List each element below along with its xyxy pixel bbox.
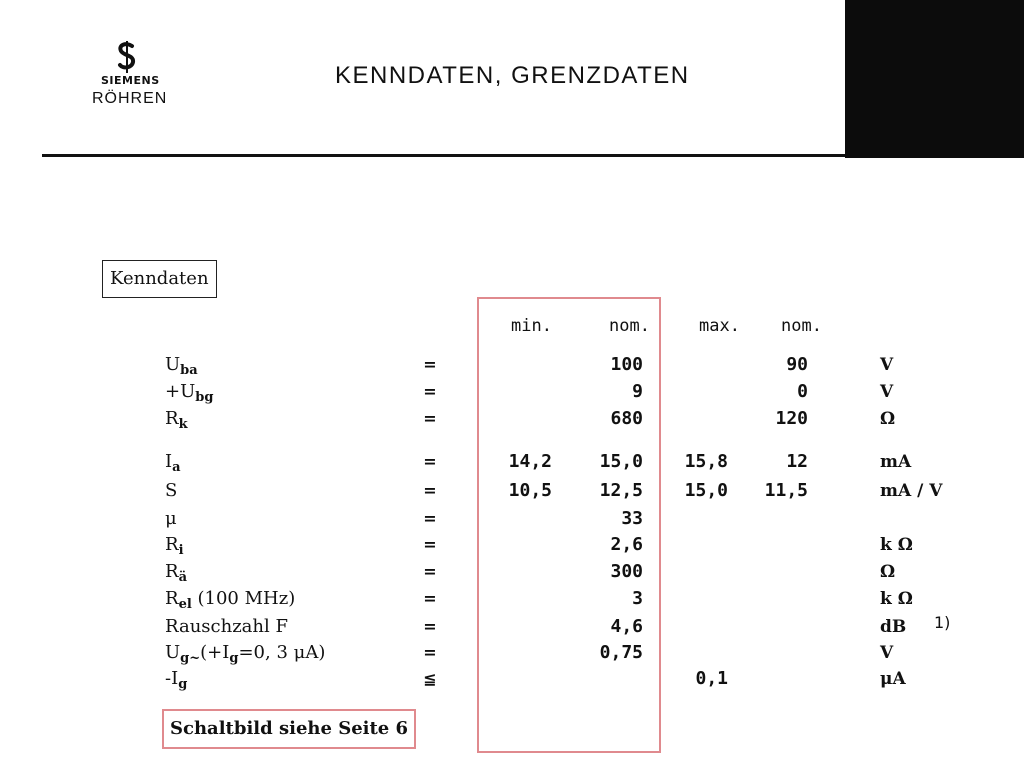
brand-name: SIEMENS (101, 74, 160, 87)
unit-label: dB (880, 617, 907, 637)
value-nom: 300 (610, 561, 643, 582)
parameter-label (165, 506, 177, 532)
value-nom2: 12 (786, 451, 808, 472)
footnote-marker: 1) (934, 613, 951, 632)
parameter-param: R (165, 408, 179, 429)
unit-label: Ω (880, 409, 896, 429)
parameter-sub: i (178, 543, 184, 558)
section-label: Kenndaten (102, 260, 217, 298)
relation-sign: = (423, 535, 437, 554)
parameter-sub: a (172, 460, 181, 475)
relation-sign: = (423, 481, 437, 500)
unit-label: V (880, 382, 894, 402)
brand-subtitle: RÖHREN (92, 90, 168, 107)
value-min: 10,5 (508, 480, 552, 501)
page-title: KENNDATEN, GRENZDATEN (335, 62, 690, 89)
parameter-suffix: (100 MHz) (191, 588, 296, 609)
unit-label: V (880, 355, 894, 375)
relation-sign: = (423, 562, 437, 581)
unit-label: V (880, 643, 894, 663)
parameter-suffix2: =0, 3 μA) (238, 642, 326, 663)
parameter-param: R (165, 561, 179, 582)
value-nom: 15,0 (599, 451, 643, 472)
value-nom: 33 (621, 508, 643, 529)
siemens-logo-icon (112, 40, 142, 74)
parameter-sub: g (178, 677, 188, 692)
value-nom2: 90 (786, 354, 808, 375)
parameter-sub: el (178, 597, 192, 612)
schematic-reference-note: Schaltbild siehe Seite 6 (162, 709, 416, 749)
column-header-min: min. (511, 316, 552, 336)
value-nom: 3 (632, 588, 643, 609)
column-header-max: max. (699, 316, 740, 336)
value-nom2: 120 (775, 408, 808, 429)
value-nom: 100 (610, 354, 643, 375)
value-max: 0,1 (695, 668, 728, 689)
relation-sign: ≦ (423, 669, 437, 688)
unit-label: Ω (880, 562, 896, 582)
parameter-param: Rauschzahl F (165, 616, 288, 637)
value-min: 14,2 (508, 451, 552, 472)
relation-sign: = (423, 382, 437, 401)
highlight-nominal-column (477, 297, 661, 753)
parameter-param: R (165, 534, 179, 555)
value-max: 15,8 (684, 451, 728, 472)
relation-sign: = (423, 452, 437, 471)
parameter-sub: ä (178, 570, 187, 585)
parameter-sub2: g (229, 651, 239, 666)
parameter-param: U (165, 642, 181, 663)
relation-sign: = (423, 355, 437, 374)
relation-sign: = (423, 409, 437, 428)
parameter-sub: k (178, 417, 188, 432)
header-divider (42, 154, 845, 157)
parameter-label (165, 666, 187, 698)
unit-label: μA (880, 669, 906, 689)
relation-sign: = (423, 643, 437, 662)
relation-sign: = (423, 617, 437, 636)
parameter-param: S (165, 480, 178, 501)
parameter-param: μ (165, 508, 177, 529)
column-header-nom-2: nom. (781, 316, 822, 336)
unit-label: k Ω (880, 589, 913, 609)
value-nom: 12,5 (599, 480, 643, 501)
parameter-param: R (165, 588, 179, 609)
unit-label: mA (880, 452, 912, 472)
unit-label: k Ω (880, 535, 913, 555)
value-nom: 4,6 (610, 616, 643, 637)
value-nom: 9 (632, 381, 643, 402)
value-max: 15,0 (684, 480, 728, 501)
parameter-sub: ba (180, 363, 198, 378)
parameter-sub: bg (195, 390, 214, 405)
column-header-nom: nom. (609, 316, 650, 336)
unit-label: mA / V (880, 481, 943, 501)
parameter-label (165, 614, 288, 640)
parameter-label (165, 406, 188, 438)
black-block (845, 0, 1024, 158)
value-nom: 680 (610, 408, 643, 429)
value-nom: 0,75 (599, 642, 643, 663)
parameter-param: I (165, 451, 173, 472)
parameter-label (165, 478, 177, 504)
value-nom2: 0 (797, 381, 808, 402)
value-nom: 2,6 (610, 534, 643, 555)
parameter-sub: g~ (180, 651, 201, 666)
relation-sign: = (423, 589, 437, 608)
parameter-param: U (165, 354, 181, 375)
parameter-label (165, 449, 181, 481)
parameter-suffix: (+I (200, 642, 230, 663)
relation-sign: = (423, 509, 437, 528)
parameter-param: +U (165, 381, 196, 402)
parameter-param: -I (165, 668, 179, 689)
value-nom2: 11,5 (764, 480, 808, 501)
